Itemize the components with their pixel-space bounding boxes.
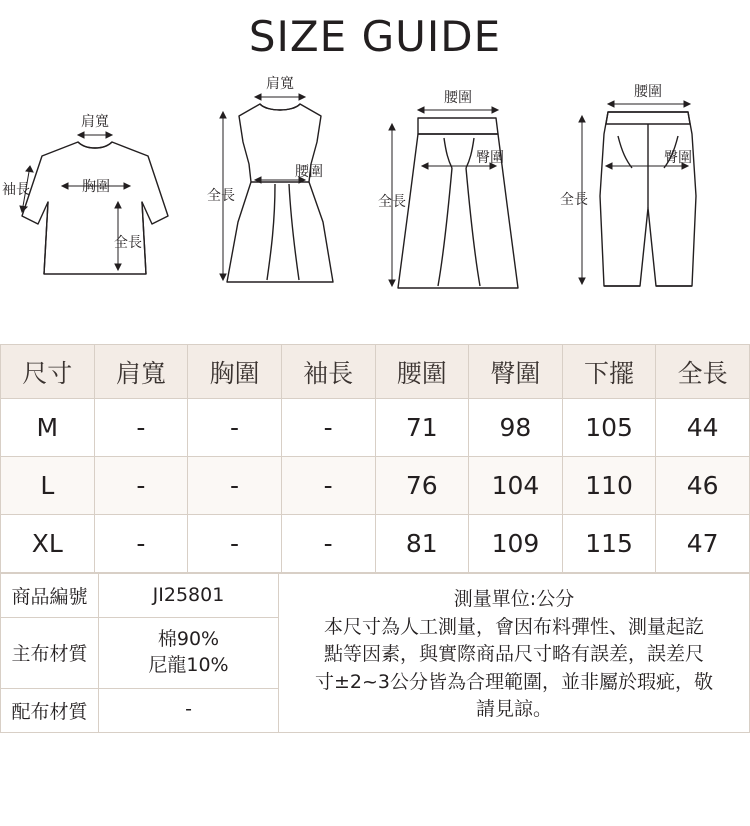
size-cell: 71 bbox=[375, 399, 469, 457]
size-header-cell: 袖長 bbox=[281, 345, 375, 399]
size-cell: M bbox=[1, 399, 95, 457]
label-sleeve: 袖長 bbox=[2, 182, 30, 198]
label-waist: 腰圍 bbox=[295, 164, 323, 180]
label-hip: 臀圍 bbox=[476, 150, 504, 166]
figure-pants bbox=[560, 76, 740, 326]
note-line: 點等因素，與實際商品尺寸略有誤差，誤差尺 bbox=[323, 643, 704, 666]
size-header-cell: 下擺 bbox=[562, 345, 656, 399]
table-row bbox=[1, 457, 750, 515]
size-cell: 47 bbox=[656, 515, 750, 573]
size-header-cell: 腰圍 bbox=[375, 345, 469, 399]
size-cell: - bbox=[281, 515, 375, 573]
info-value-line: 棉90% bbox=[157, 628, 220, 651]
garment-illustrations bbox=[0, 64, 750, 344]
size-cell: 104 bbox=[469, 457, 563, 515]
label-length: 全長 bbox=[560, 192, 588, 208]
note-line: 本尺寸為人工測量，會因布料彈性、測量起訖 bbox=[323, 615, 704, 638]
size-cell: - bbox=[94, 399, 188, 457]
note-line: 請見諒。 bbox=[475, 698, 552, 721]
info-value bbox=[99, 618, 279, 689]
size-header-cell: 尺寸 bbox=[1, 345, 95, 399]
size-header-cell: 胸圍 bbox=[188, 345, 282, 399]
info-label: 商品編號 bbox=[1, 574, 99, 618]
size-cell: 46 bbox=[656, 457, 750, 515]
label-length: 全長 bbox=[114, 235, 142, 251]
label-length: 全長 bbox=[378, 194, 406, 210]
size-cell: - bbox=[281, 399, 375, 457]
product-info-table bbox=[0, 573, 750, 733]
size-cell: 109 bbox=[469, 515, 563, 573]
note-line: 測量單位:公分 bbox=[453, 588, 575, 610]
size-cell: 105 bbox=[562, 399, 656, 457]
size-cell: L bbox=[1, 457, 95, 515]
info-label: 主布材質 bbox=[1, 618, 99, 689]
info-value-line: 尼龍10% bbox=[148, 653, 229, 676]
size-cell: 98 bbox=[469, 399, 563, 457]
size-cell: - bbox=[188, 515, 282, 573]
info-value: - bbox=[99, 688, 279, 732]
figure-skirt bbox=[378, 82, 543, 332]
size-header-cell: 肩寬 bbox=[94, 345, 188, 399]
label-waist: 腰圍 bbox=[444, 90, 472, 106]
label-shoulder: 肩寬 bbox=[266, 76, 294, 92]
size-table bbox=[0, 344, 750, 573]
size-cell: 110 bbox=[562, 457, 656, 515]
info-label: 配布材質 bbox=[1, 688, 99, 732]
size-cell: XL bbox=[1, 515, 95, 573]
measurement-note bbox=[279, 574, 750, 733]
label-waist: 腰圍 bbox=[634, 84, 662, 100]
label-length: 全長 bbox=[207, 188, 235, 204]
size-header-cell: 全長 bbox=[656, 345, 750, 399]
label-shoulder: 肩寬 bbox=[81, 114, 109, 130]
label-hip: 臀圍 bbox=[664, 150, 692, 166]
size-cell: 76 bbox=[375, 457, 469, 515]
size-cell: 81 bbox=[375, 515, 469, 573]
figure-dress bbox=[205, 72, 365, 322]
size-cell: 115 bbox=[562, 515, 656, 573]
size-table-header-row bbox=[1, 345, 750, 399]
figure-long-sleeve-top bbox=[0, 94, 200, 344]
label-bust: 胸圍 bbox=[82, 179, 110, 195]
size-cell: - bbox=[281, 457, 375, 515]
table-row bbox=[1, 515, 750, 573]
info-value: JI25801 bbox=[99, 574, 279, 618]
page-title: SIZE GUIDE bbox=[248, 12, 502, 61]
size-cell: 44 bbox=[656, 399, 750, 457]
size-cell: - bbox=[94, 457, 188, 515]
size-cell: - bbox=[188, 399, 282, 457]
size-header-cell: 臀圍 bbox=[469, 345, 563, 399]
table-row bbox=[1, 399, 750, 457]
note-line: 寸±2~3公分皆為合理範圍，並非屬於瑕疵，敬 bbox=[314, 670, 714, 693]
size-cell: - bbox=[94, 515, 188, 573]
size-cell: - bbox=[188, 457, 282, 515]
table-row bbox=[1, 574, 750, 618]
